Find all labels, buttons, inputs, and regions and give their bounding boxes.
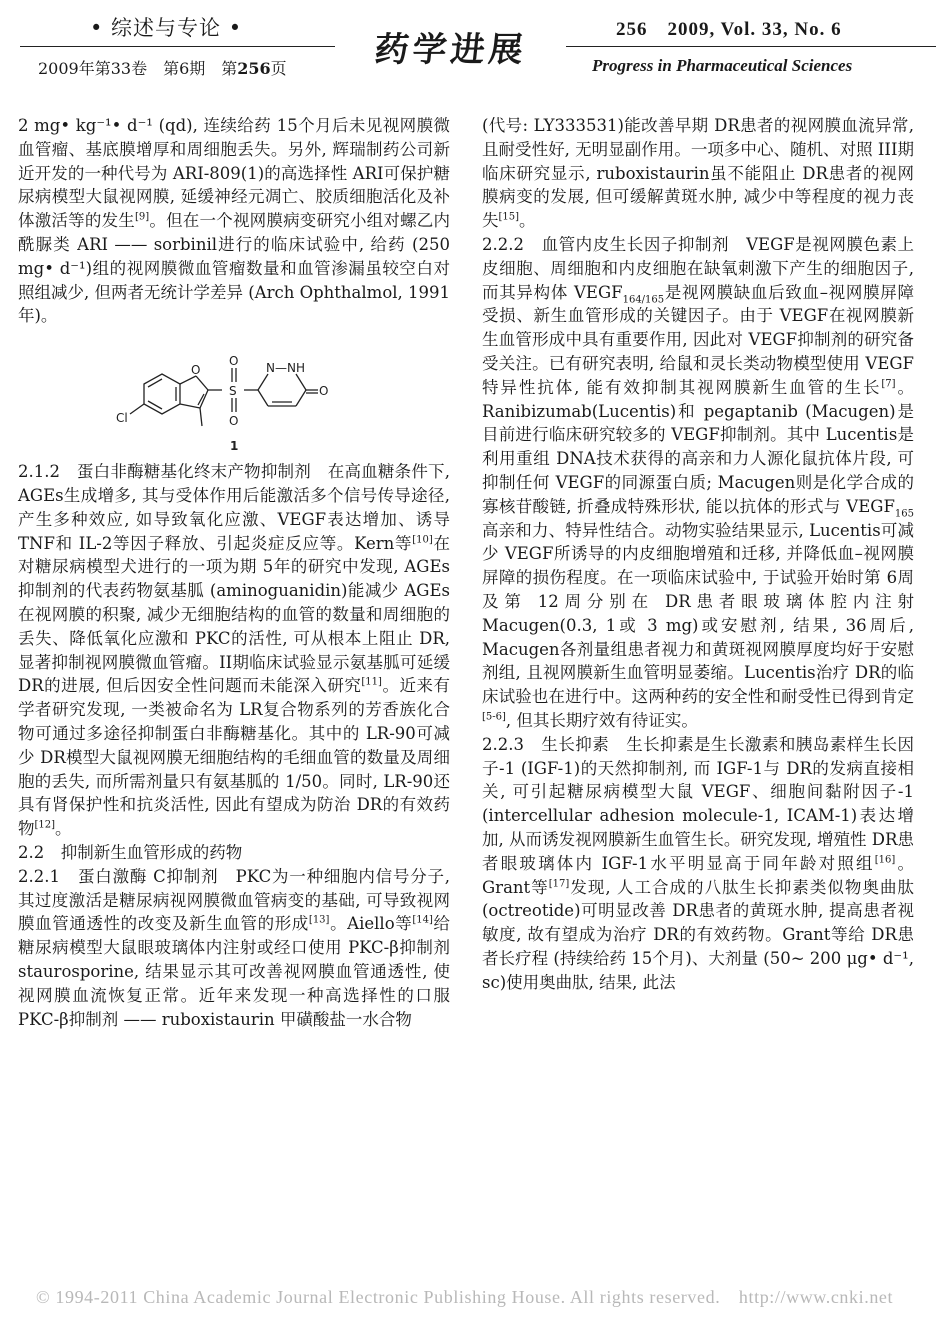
citation[interactable]: [7] bbox=[881, 378, 896, 390]
section-heading: 2.2.2 血管内皮生长因子抑制剂 bbox=[482, 234, 730, 254]
text-run: 发现, 人工合成的八肽生长抑素类似物奥曲肽 (octreotide)可明显改善 DR患者的黄斑水肿, 提高患者视敏度, 故有望成为治疗 DR的有效药物。Grant等给 DR患者长疗程 (持续给药 15个月)、大剂量 (50~ 200 μg• d⁻¹, sc)使用奥曲肽, 结果, 此法 bbox=[482, 877, 914, 992]
text-run: 给糖尿病模型大鼠眼玻璃体内注射或经口使用 PKC-β抑制剂 staurosporine, 结果显示其可改善视网膜血管通透性, 使视网膜血流恢复正常。近年来发现一种高选择性的口服 PKC-β抑制剂 —— ruboxistaurin 甲磺酸盐一水合物 bbox=[18, 914, 451, 1029]
paragraph bbox=[482, 233, 914, 733]
citation[interactable]: [9] bbox=[135, 211, 150, 223]
chemical-structure bbox=[18, 332, 450, 454]
text-run: 在高血糖条件下, AGEs生成增多, 其与受体作用后能激活多个信号传导途径, 产生多种效应, 如导致氧化应激、VEGF表达增加、诱导 TNF和 IL-2等因子释放、引起炎症反应等。Kern等 bbox=[18, 462, 451, 553]
subscript: 164/165 bbox=[622, 293, 665, 305]
text-run: 2 mg• kg⁻¹• d⁻¹ (qd), 连续给药 15个月后未见视网膜微血管瘤、基底膜增厚和周细胞丢失。另外, 辉瑞制药公司新近开发的一种代号为 ARI-809(1)的高选择性 ARI可保护糖尿病模型大鼠视网膜, 延缓神经元凋亡、胶质细胞活化及补体激活等的发生 bbox=[18, 116, 450, 231]
structure-diagram bbox=[104, 332, 364, 454]
text-run: PKC为一种细胞内信号分子, 其过度激活是糖尿病视网膜微血管病变的基础, 可导致视网膜血管通透性的改变及新生血管的形成 bbox=[18, 866, 451, 934]
citation[interactable]: [11] bbox=[361, 676, 382, 688]
citation[interactable]: [14] bbox=[412, 914, 433, 926]
paragraph bbox=[18, 460, 450, 841]
issue-cn-text: 2009年第33卷 第6期 第 bbox=[38, 59, 238, 78]
atom-s: S bbox=[229, 384, 237, 399]
text-run: VEGF是视网膜色素上皮细胞、周细胞和内皮细胞在缺氧刺激下产生的细胞因子, 而其异构体 VEGF bbox=[482, 234, 915, 302]
text-run: 。 bbox=[55, 819, 72, 839]
citation[interactable]: [16] bbox=[874, 854, 896, 866]
page-header bbox=[0, 0, 950, 90]
left-column bbox=[18, 114, 450, 1031]
atom-o-top: O bbox=[229, 354, 239, 369]
section-heading: 2.1.2 蛋白非酶糖基化终末产物抑制剂 bbox=[18, 462, 311, 482]
text-run: 。近来有学者研究发现, 一类被命名为 LR复合物系列的芳香族化合物可通过多途径抑制蛋白非酶糖基化。其中的 LR-90可减少 DR模型大鼠视网膜无细胞结构的毛细血管的数量及周细胞的丢失, 而所需剂量只有氨基胍的 1/50。同时, LR-90还具有肾保护性和抗炎活性, 因此有望成为防治 DR的有效药物 bbox=[18, 676, 450, 839]
atom-o-furan: O bbox=[191, 363, 201, 378]
paragraph bbox=[482, 114, 914, 233]
text-run: 。Aiello等 bbox=[329, 914, 413, 934]
citation[interactable]: [13] bbox=[308, 914, 330, 926]
page-number-cn: 256 bbox=[237, 59, 271, 78]
citation[interactable]: [15] bbox=[498, 211, 520, 223]
section-label: • 综述与专论 • bbox=[90, 16, 243, 40]
subscript: 165 bbox=[894, 508, 914, 520]
issue-info-cn bbox=[38, 56, 287, 79]
citation[interactable]: [17] bbox=[548, 878, 570, 889]
page-suffix-cn: 页 bbox=[270, 59, 287, 78]
text-run: , 但其长期疗效有待证实。 bbox=[505, 710, 698, 730]
text-run: 在对糖尿病模型犬进行的一项为期 5年的研究中发现, AGEs抑制剂的代表药物氨基胍 (aminoguanidin)能减少 AGEs在视网膜的积聚, 减少无细胞结构的血管的数量和周细胞的丢失、降低氧化应激和 PKC的活性, 可从根本上阻止 DR, 显著抑制视网膜微血管瘤。II期临床试验显示氨基胍可延缓 DR的进展, 但后因安全性问题而未能深入研究 bbox=[18, 533, 451, 696]
text-run: 。Grant等 bbox=[482, 853, 914, 897]
text-run: 。但在一个视网膜病变研究小组对螺乙内酰脲类 ARI —— sorbinil进行的临床试验中, 给药 (250 mg• d⁻¹)组的视网膜微血管瘤数量和血管渗漏虽较空白对照组减少, 但两者无统计学差异 (Arch Ophthalmol, 1991年)。 bbox=[18, 211, 451, 326]
citation[interactable]: [5-6] bbox=[482, 711, 506, 723]
text-run: (代号: LY333531)能改善早期 DR患者的视网膜血流异常, 且耐受性好, 无明显副作用。一项多中心、随机、对照 III期临床研究显示, ruboxistaurin虽不能阻止 DR患者的视网膜病变的发展, 但可缓解黄斑水肿, 减少中等程度的视力丧失 bbox=[482, 116, 914, 231]
atom-nn: N—NH bbox=[266, 361, 305, 376]
header-rule-left bbox=[20, 46, 335, 47]
citation[interactable]: [12] bbox=[34, 819, 56, 831]
text-run: 生长抑素是生长激素和胰岛素样生长因子-1 (IGF-1)的天然抑制剂, 而 IGF-1与 DR的发病直接相关, 可引起糖尿病模型大鼠 VEGF、细胞间黏附因子-1 (intercellular adhesion molecule-1, ICAM-1)表达增加, 从而诱发视网膜新生血管生长。研究发现, 增殖性 DR患者眼玻璃体内 IGF-1水平明显高于同年龄对照组 bbox=[482, 734, 915, 873]
atom-o-bottom: O bbox=[229, 414, 239, 429]
section-heading: 2.2.3 生长抑素 bbox=[482, 734, 610, 754]
copyright-footer: © 1994-2011 China Academic Journal Electronic Publishing House. All rights reserved. http://www.cnki.net bbox=[36, 1287, 894, 1307]
paragraph bbox=[18, 865, 450, 1032]
text-run: 高亲和力、特异性结合。动物实验结果显示, Lucentis可减少 VEGF所诱导的内皮细胞增殖和迁移, 并降低血–视网膜屏障的损伤程度。在一项临床试验中, 于试验开始时第 6周及第 12周分别在 DR患者眼玻璃体腔内注射 Macugen(0.3, 1或 3 mg)或安慰剂, 结果, 36周后, Macugen各剂量组患者视力和黄斑视网膜厚度均好于安慰剂组, 且视网膜新生血管明显萎缩。Lucentis治疗 DR的临床试验也在进行中。这两种药的安全性和耐受性已得到肯定 bbox=[482, 520, 914, 707]
paragraph bbox=[482, 733, 914, 995]
paragraph bbox=[18, 114, 450, 328]
journal-name-en: Progress in Pharmaceutical Sciences bbox=[592, 56, 853, 75]
section-heading: 2.2 抑制新生血管形成的药物 bbox=[18, 842, 243, 862]
citation[interactable]: [10] bbox=[412, 534, 433, 546]
atom-cl: Cl bbox=[116, 411, 128, 426]
section-heading: 2.2.1 蛋白激酶 C抑制剂 bbox=[18, 866, 219, 886]
text-run: 。Ranibizumab(Lucentis)和 pegaptanib (Macugen)是目前进行临床研究较多的 VEGF抑制剂。其中 Lucentis是利用重组 DNA技术获得的高亲和力人源化鼠抗体片段, 可抑制任何 VEGF的同源蛋白质; Macugen则是化学合成的寡核苷酸链, 折叠成特殊形状, 能以抗体的形式与 VEGF bbox=[482, 377, 914, 516]
atom-o-carbonyl: O bbox=[319, 384, 329, 399]
journal-logo: 药学进展 bbox=[372, 30, 529, 70]
text-run: 。 bbox=[519, 211, 536, 231]
right-column bbox=[482, 114, 914, 994]
header-rule-right bbox=[566, 46, 936, 47]
text-run: 是视网膜缺血后致血–视网膜屏障受损、新生血管形成的关键因子。由于 VEGF在视网膜新生血管形成中具有重要作用, 因此对 VEGF抑制剂的研究备受关注。已有研究表明, 给鼠和灵长类动物模型使用 VEGF特异性抗体, 能有效抑制其视网膜新生血管的生长 bbox=[482, 282, 915, 397]
compound-label: 1 bbox=[230, 439, 239, 454]
issue-info-en: 256 2009, Vol. 33, No. 6 bbox=[616, 19, 842, 40]
